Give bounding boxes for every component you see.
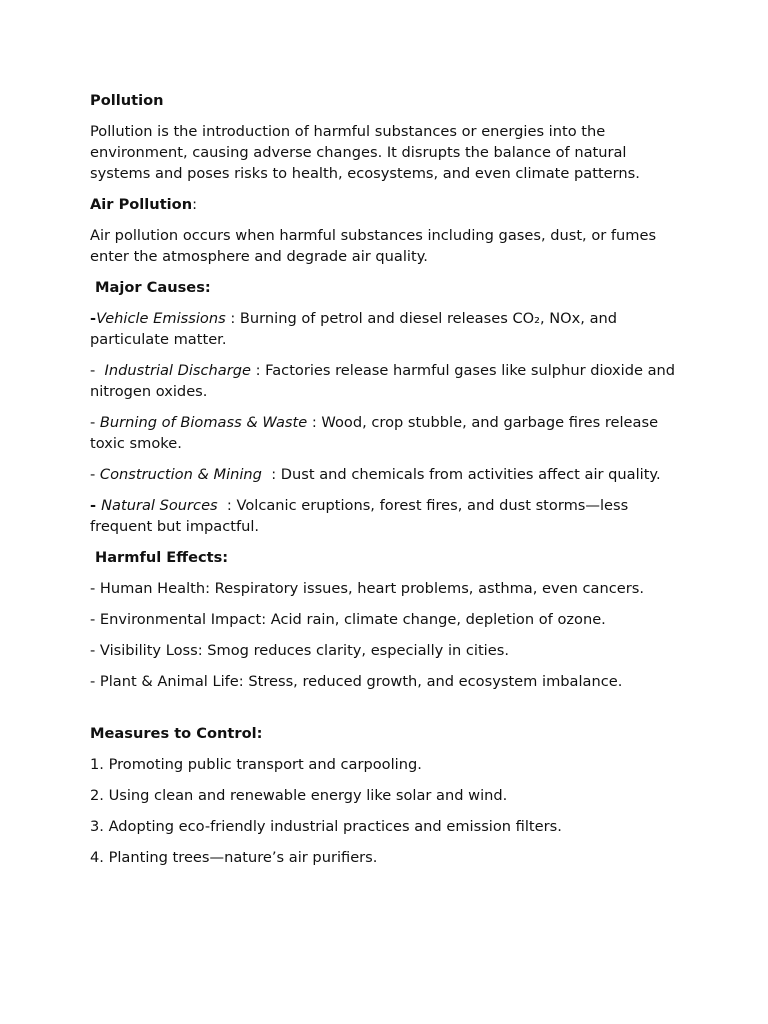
measure-item: 3. Adopting eco-friendly industrial practices and emission filters. xyxy=(90,818,562,835)
measure-item: 2. Using clean and renewable energy like solar and wind. xyxy=(90,787,508,804)
air-pollution-heading-colon: : xyxy=(192,196,198,213)
document-page xyxy=(90,90,690,878)
blank-line xyxy=(90,702,690,723)
cause-text: : Volcanic eruptions, forest fires, and dust storms—less frequent but impactful. xyxy=(90,497,633,535)
cause-item xyxy=(90,464,690,485)
effect-item: - Human Health: Respiratory issues, heart problems, asthma, even cancers. xyxy=(90,580,644,597)
effect-item: - Environmental Impact: Acid rain, climate change, depletion of ozone. xyxy=(90,611,606,628)
effect-item: - Plant & Animal Life: Stress, reduced growth, and ecosystem imbalance. xyxy=(90,673,623,690)
cause-bullet: - xyxy=(90,310,97,327)
cause-bullet: - xyxy=(90,414,100,431)
cause-term: Industrial Discharge xyxy=(104,362,251,379)
cause-text: : Burning of petrol and diesel releases CO₂, NOx, and particulate matter. xyxy=(90,310,618,348)
document-title: Pollution xyxy=(90,92,164,109)
cause-term: Vehicle Emissions xyxy=(96,310,226,327)
cause-term: Burning of Biomass & Waste xyxy=(99,414,308,431)
harmful-effects-list xyxy=(90,578,690,692)
cause-bullet: - xyxy=(90,362,105,379)
measure-item: 1. Promoting public transport and carpooling. xyxy=(90,756,422,773)
cause-term: Natural Sources xyxy=(101,497,218,514)
intro-paragraph: Pollution is the introduction of harmful substances or energies into the environment, causing adverse changes. It disrupts the balance of natural systems and poses risks to health, ecosystems, and even climate patterns. xyxy=(90,123,640,182)
cause-item xyxy=(90,360,690,402)
cause-bullet: - xyxy=(90,466,100,483)
major-causes-list xyxy=(90,308,690,537)
air-pollution-description: Air pollution occurs when harmful substances including gases, dust, or fumes enter the atmosphere and degrade air quality. xyxy=(90,227,657,265)
measure-item: 4. Planting trees—nature’s air purifiers. xyxy=(90,849,378,866)
cause-item xyxy=(90,412,690,454)
cause-term: Construction & Mining xyxy=(99,466,262,483)
cause-text: : Wood, crop stubble, and garbage fires release toxic smoke. xyxy=(90,414,659,452)
cause-bullet: - xyxy=(90,497,102,514)
harmful-effects-heading: Harmful Effects: xyxy=(95,549,229,566)
cause-item xyxy=(90,495,690,537)
air-pollution-heading: Air Pollution xyxy=(90,196,193,213)
measures-heading: Measures to Control: xyxy=(90,725,263,742)
effect-item: - Visibility Loss: Smog reduces clarity, especially in cities. xyxy=(90,642,509,659)
measures-list xyxy=(90,754,690,868)
cause-item xyxy=(90,308,690,350)
cause-text: : Factories release harmful gases like sulphur dioxide and nitrogen oxides. xyxy=(90,362,676,400)
major-causes-heading: Major Causes: xyxy=(95,279,211,296)
air-pollution-heading-line xyxy=(90,194,690,215)
cause-text: : Dust and chemicals from activities affect air quality. xyxy=(261,466,661,483)
